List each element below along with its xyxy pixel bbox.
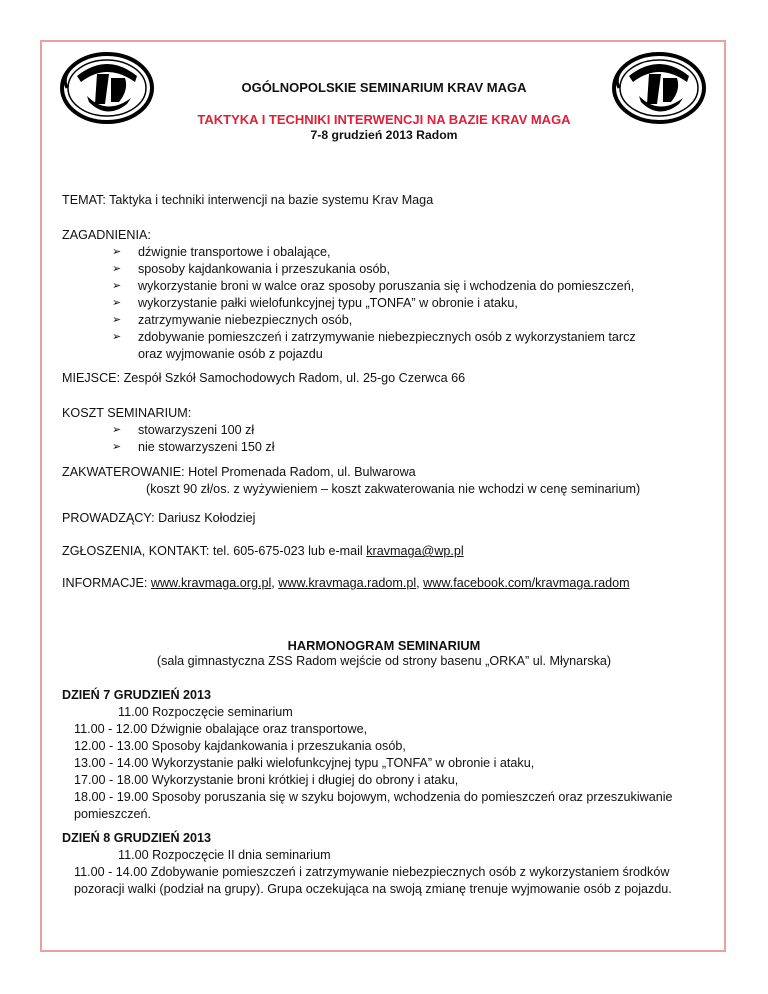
website-link-org[interactable]: www.kravmaga.org.pl xyxy=(150,576,272,590)
arrow-bullet-icon: ➢ xyxy=(112,424,122,436)
email-link[interactable]: kravmaga@wp.pl xyxy=(366,544,464,558)
zgloszenia-line: ZGŁOSZENIA, KONTAKT: tel. 605-675-023 lub e-mail kravmaga@wp.pl xyxy=(62,544,464,558)
arrow-bullet-icon: ➢ xyxy=(112,314,122,326)
arrow-bullet-icon: ➢ xyxy=(112,263,122,275)
day1-row: 17.00 - 18.00 Wykorzystanie broni krótkiej i długiej do obrony i ataku, xyxy=(74,773,459,787)
arrow-bullet-icon: ➢ xyxy=(112,280,122,292)
seminar-date: 7-8 grudzień 2013 Radom xyxy=(310,128,458,142)
seminar-subtitle: TAKTYKA I TECHNIKI INTERWENCJI NA BAZIE KRAV MAGA xyxy=(197,112,571,127)
day1-row: pomieszczeń. xyxy=(74,807,151,821)
zakwaterowanie-line: ZAKWATEROWANIE: Hotel Promenada Radom, ul. Bulwarowa xyxy=(62,465,416,479)
temat-line: TEMAT: Taktyka i techniki interwencji na bazie systemu Krav Maga xyxy=(62,193,434,207)
day1-heading: DZIEŃ 7 GRUDZIEŃ 2013 xyxy=(62,688,212,702)
zakwaterowanie-note: (koszt 90 zł/os. z wyżywieniem – koszt zakwaterowania nie wchodzi w cenę seminarium) xyxy=(146,482,641,496)
informacje-line: INFORMACJE: www.kravmaga.org.pl, www.kravmaga.radom.pl, www.facebook.com/kravmaga.radom xyxy=(62,576,630,590)
arrow-bullet-icon: ➢ xyxy=(112,331,122,343)
harmonogram-title: HARMONOGRAM SEMINARIUM xyxy=(287,638,481,653)
miejsce-line: MIEJSCE: Zespół Szkół Samochodowych Radom, ul. 25-go Czerwca 66 xyxy=(62,371,466,385)
day1-row: 18.00 - 19.00 Sposoby poruszania się w szyku bojowym, wchodzenia do pomieszczeń oraz przeszukiwanie xyxy=(74,790,673,804)
day1-row: 12.00 - 13.00 Sposoby kajdankowania i przeszukania osób, xyxy=(74,739,406,753)
arrow-bullet-icon: ➢ xyxy=(112,297,122,309)
day2-heading: DZIEŃ 8 GRUDZIEŃ 2013 xyxy=(62,831,212,845)
arrow-bullet-icon: ➢ xyxy=(112,441,122,453)
facebook-link[interactable]: www.facebook.com/kravmaga.radom xyxy=(423,576,630,590)
arrow-bullet-icon: ➢ xyxy=(112,246,122,258)
day2-row: 11.00 - 14.00 Zdobywanie pomieszczeń i zatrzymywanie niebezpiecznych osób z wykorzystaniem środków xyxy=(74,865,670,879)
zagadnienia-heading: ZAGADNIENIA: xyxy=(62,228,151,242)
prowadzacy-line: PROWADZĄCY: Dariusz Kołodziej xyxy=(62,511,256,525)
seminar-title: OGÓLNOPOLSKIE SEMINARIUM KRAV MAGA xyxy=(241,80,527,95)
day1-start: 11.00 Rozpoczęcie seminarium xyxy=(118,705,293,719)
website-link-radom[interactable]: www.kravmaga.radom.pl xyxy=(278,576,417,590)
koszt-heading: KOSZT SEMINARIUM: xyxy=(62,406,192,420)
day2-row: pozoracji walki (podział na grupy). Grupa oczekująca na swoją zmianę trenuje wyjmowanie osób z pojazdu. xyxy=(74,882,672,896)
day1-row: 13.00 - 14.00 Wykorzystanie pałki wielofunkcyjnej typu „TONFA” w obronie i ataku, xyxy=(74,756,535,770)
day2-start: 11.00 Rozpoczęcie II dnia seminarium xyxy=(118,848,331,862)
harmonogram-subtitle: (sala gimnastyczna ZSS Radom wejście od strony basenu „ORKA” ul. Młynarska) xyxy=(156,654,612,668)
day1-row: 11.00 - 12.00 Dźwignie obalające oraz transportowe, xyxy=(74,722,368,736)
